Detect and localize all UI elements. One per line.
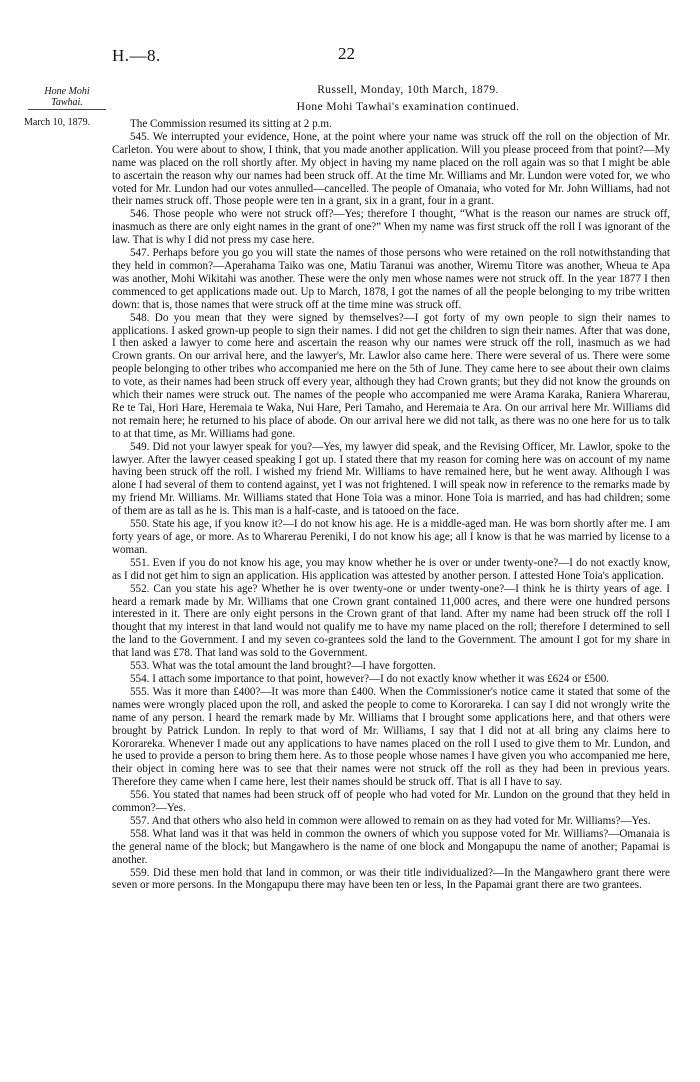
question-557: 557. And that others who also held in common were allowed to remain on as they had voted for Mr. Williams?—Yes.: [130, 814, 651, 827]
question-551: 551. Even if you do not know his age, you may know whether he is over or under twenty-one?—I do not exactly know, as I did not get him to sign an application. His application was attested by another person. I attested Hone Toia's application.: [112, 556, 670, 582]
examination-subtitle: Hone Mohi Tawhai's examination continued.: [296, 101, 520, 113]
question-547: 547. Perhaps before you go you will state the names of those persons who were retained on the roll notwithstanding that they held in common?—Aperahama Taiko was one, Matiu Taranui was another, Wiremu Titore was another, Wheua te Apa was another, Mohi Wikitahi was another. These were the only men whose names were not struck off. In the year 1877 I then commenced to get applications made out. Up to March, 1878, I got the names of all the people belonging to my tribe written down: that is, those names that were struck off at the time mine was struck off.: [112, 247, 670, 311]
question-545: 545. We interrupted your evidence, Hone, at the point where your name was struck off the roll on the objection of Mr. Carleton. You were about to show, I think, that you made another application. Will you please proceed from that point?—My name was placed on the roll shortly after. My object in having my name placed on the roll again was so that I might be able to ascertain the reason why our names had been struck off. At the time Mr. Williams and Mr. Lundon were voted for, we who voted for Mr. Lundon had our votes annulled—cancelled. The people of Omanaia, who voted for Mr. John Williams, had not their names struck off. Those people were ten in a grant, six in a grant, four in a grant.: [112, 130, 670, 208]
margin-date: March 10, 1879.: [24, 117, 91, 128]
question-552: 552. Can you state his age? Whether he is over twenty-one or under twenty-one?—I think he is thirty years of age. I heard a remark made by Mr. Williams that one Crown grant contained 11,000 acres, and there were one hundred persons interested in it. There are only eight persons in the Crown grant of that land. After my name had been struck off the roll I thought that my interest in that land would not qualify me to have my name placed on the roll; therefore I determined to sell the land to the Government. I and my seven co-grantees sold the land to the Government. The amount I got for my share in that land was £78. That land was sold to the Government.: [112, 582, 670, 660]
document-code: H.—8.: [112, 46, 161, 65]
question-555: 555. Was it more than £400?—It was more than £400. When the Commissioner's notice came it stated that some of the names were wrongly placed upon the roll, and asked the people to come to Kororareka. I can say I did not wrongly write the name of any person. I heard the remark made by Mr. Williams that I brought some applications here, and that others were brought by Patrick Lundon. In reply to that word of Mr. Williams, I say that I did not at all bring any claims here to Kororareka. Whenever I made out any applications to have names placed on the roll I used to give them to Mr. Lundon, and he used to provide a person to bring them here. As to those people whose names I have given you who accompanied me here, their object in coming here was to see that their names were not struck off the roll as they had been in previous years. Therefore they came when I came here, lest their names should be struck off. That is all I have to say.: [112, 685, 670, 789]
paragraph-resumed: The Commission resumed its sitting at 2 p.m.: [130, 118, 332, 130]
page-header: [0, 46, 700, 70]
evidence-body: [112, 118, 670, 892]
question-548: 548. Do you mean that they were signed by themselves?—I got forty of my own people to sign their names to applications. I asked grown-up people to sign their names. I did not get the children to sign their names. After that was done, I then asked a lawyer to come here and ascertain the reason why our names were struck off the roll, inasmuch as we had Crown grants. On our arrival here, and the lawyer's, Mr. Lawlor also came here. There were several of us. There were some people belonging to other tribes who accompanied me here on the 5th of June. They came here to see about their own claims to vote, as their names had been struck off every year, although they had Crown grants; but they did not know the grounds on which their names were struck out. The names of the people who accompanied me were Arama Karaka, Raniera Wharerau, Re te Tai, Hori Hare, Heremaia te Waka, Nui Hare, Peri Tamaho, and Heremaia te Ara. On our arrival here Mr. Williams did not remain here; he returned to his place of abode. On our arrival here we did not talk, as there was no one here for us to talk to at that time, as Mr. Williams had gone.: [112, 311, 670, 440]
question-556: 556. You stated that names had been struck off of people who had voted for Mr. Lundon on the ground that they held in common?—Yes.: [112, 789, 670, 815]
question-549: 549. Did not your lawyer speak for you?—Yes, my lawyer did speak, and the Revising Officer, Mr. Lawlor, spoke to the lawyer. After the lawyer ceased speaking I got up. I stated there that my reason for coming here was on account of my name having been struck off the roll. I wished my friend Mr. Williams to have remained here, but he went away. Although I was alone I had several of them to contend against, yet I was not frightened. I will speak now in reference to the remarks made by my friend Mr. Williams. Mr. Williams stated that Hone Toia was a minor. Hone Toia is married, and has had children; some of them are as tall as he is. This man is a half-caste, and is tatooed on the face.: [112, 440, 670, 518]
question-546: 546. Those people who were not struck off?—Yes; therefore I thought, “What is the reason our names are struck off, inasmuch as there are only eight names in the grant of one?” When my name was first struck off the roll I was ignorant of the law. That is why I did not press my case here.: [112, 208, 670, 247]
question-558: 558. What land was it that was held in common the owners of which you suppose voted for Mr. Williams?—Omanaia is the general name of the block; but Mangawhero is the name of one block and Mongapupu the name of another; Papamai is another.: [112, 827, 670, 866]
question-553: 553. What was the total amount the land brought?—I have forgotten.: [130, 660, 436, 673]
margin-divider: [28, 109, 106, 110]
question-554: 554. I attach some importance to that point, however?—I do not exactly know whether it was £624 or £500.: [130, 672, 610, 685]
question-559: 559. Did these men hold that land in common, or was their title individualized?—In the Mangawhero grant there were seven or more persons. In the Mongapupu there may have been ten or less, In the Papamai grant there are two grantees.: [112, 866, 670, 892]
page-number: 22: [338, 44, 355, 63]
margin-witness-name: Hone Mohi Tawhai.: [44, 86, 90, 108]
sitting-dateline: Russell, Monday, 10th March, 1879.: [317, 84, 499, 96]
question-550: 550. State his age, if you know it?—I do not know his age. He is a middle-aged man. He was born shortly after me. I am forty years of age, or more. As to Wharerau Pereniki, I do not know his age; all I know is that he was married by license to a woman.: [112, 518, 670, 556]
